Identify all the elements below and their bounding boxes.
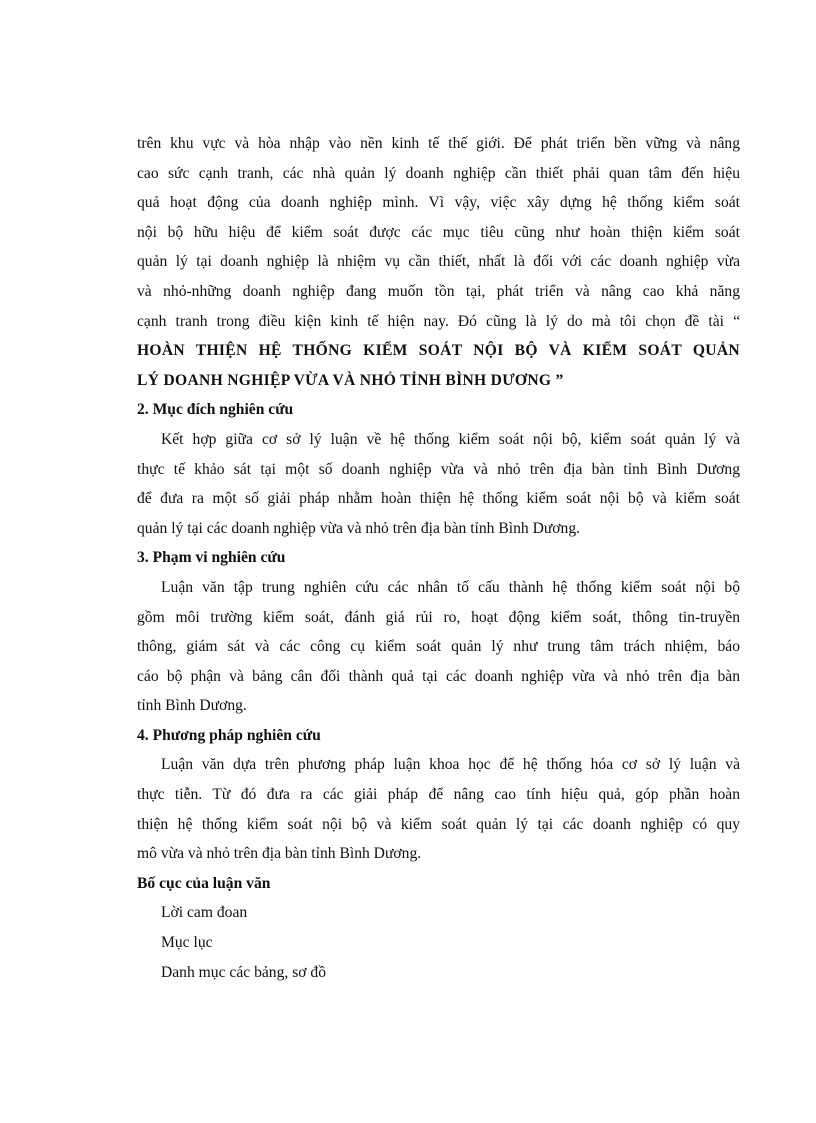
structure-list xyxy=(137,898,740,987)
paragraph-line: cạnh tranh trong điều kiện kinh tế hiện nay. Đó cũng là lý do mà tôi chọn đề tài “ xyxy=(137,312,740,330)
paragraph-line: thực tế khảo sát tại một số doanh nghiệp vừa và nhỏ trên địa bàn tỉnh Bình Dương xyxy=(137,460,740,478)
paragraph-line: để đưa ra một số giải pháp nhằm hoàn thiện hệ thống kiểm soát nội bộ và kiểm soát xyxy=(137,490,740,508)
paragraph-line: và nhỏ-những doanh nghiệp đang muốn tồn tại, phát triển và nâng cao khả năng xyxy=(137,282,740,300)
paragraph-line: Luận văn dựa trên phương pháp luận khoa học để hệ thống hóa cơ sở lý luận và xyxy=(161,756,740,774)
section-heading-structure: Bố cục của luận văn xyxy=(137,874,271,892)
paragraph-line: Luận văn tập trung nghiên cứu các nhân tố cấu thành hệ thống kiểm soát nội bộ xyxy=(161,578,740,596)
section-heading-scope: 3. Phạm vi nghiên cứu xyxy=(137,549,286,567)
list-item: Mục lục xyxy=(161,934,213,952)
paragraph-line: thiện hệ thống kiểm soát nội bộ và kiểm soát quản lý tại các doanh nghiệp có quy xyxy=(137,815,740,833)
paragraph-line: quả hoạt động của doanh nghiệp mình. Vì vậy, việc xây dựng hệ thống kiểm soát xyxy=(137,194,740,212)
paragraph-line: thực tiễn. Từ đó đưa ra các giải pháp để nâng cao tính hiệu quả, góp phần hoàn xyxy=(137,786,740,804)
thesis-title-line: LÝ DOANH NGHIỆP VỪA VÀ NHỎ TỈNH BÌNH DƯƠNG ” xyxy=(137,371,564,389)
method-paragraph xyxy=(137,750,740,868)
purpose-paragraph xyxy=(137,425,740,543)
paragraph-line: quản lý tại các doanh nghiệp vừa và nhỏ trên địa bàn tỉnh Bình Dương. xyxy=(137,519,581,537)
paragraph-line: thông, giám sát và các công cụ kiểm soát quản lý như trung tâm trách nhiệm, báo xyxy=(137,638,740,656)
list-item: Danh mục các bảng, sơ đồ xyxy=(161,963,326,981)
section-heading-purpose: 2. Mục đích nghiên cứu xyxy=(137,401,294,419)
list-item: Lời cam đoan xyxy=(161,904,248,922)
intro-paragraph xyxy=(137,129,740,395)
paragraph-line: cao sức cạnh tranh, các nhà quản lý doanh nghiệp cần thiết phải quan tâm đến hiệu xyxy=(137,164,740,182)
paragraph-line: gồm môi trường kiểm soát, đánh giá rủi ro, hoạt động kiểm soát, thông tin-truyền xyxy=(137,608,740,626)
paragraph-line: trên khu vực và hòa nhập vào nền kinh tế thế giới. Để phát triển bền vững và nâng xyxy=(137,135,740,152)
paragraph-line: nội bộ hữu hiệu để kiểm soát được các mục tiêu cũng như hoàn thiện kiểm soát xyxy=(137,223,740,241)
thesis-title-line: HOÀN THIỆN HỆ THỐNG KIỂM SOÁT NỘI BỘ VÀ KIỂM SOÁT QUẢN xyxy=(137,342,740,360)
paragraph-line: quản lý tại doanh nghiệp là nhiệm vụ cần thiết, nhất là đối với các doanh nghiệp vừa xyxy=(137,253,740,271)
section-heading-method: 4. Phương pháp nghiên cứu xyxy=(137,726,321,744)
document-page xyxy=(137,129,740,987)
paragraph-line: Kết hợp giữa cơ sở lý luận về hệ thống kiểm soát nội bộ, kiểm soát quản lý và xyxy=(161,430,740,448)
paragraph-line: cáo bộ phận và bảng cân đối thành quả tại các doanh nghiệp vừa và nhỏ trên địa bàn xyxy=(137,667,740,685)
paragraph-line: mô vừa và nhỏ trên địa bàn tỉnh Bình Dương. xyxy=(137,845,422,863)
scope-paragraph xyxy=(137,573,740,721)
paragraph-line: tỉnh Bình Dương. xyxy=(137,697,247,715)
